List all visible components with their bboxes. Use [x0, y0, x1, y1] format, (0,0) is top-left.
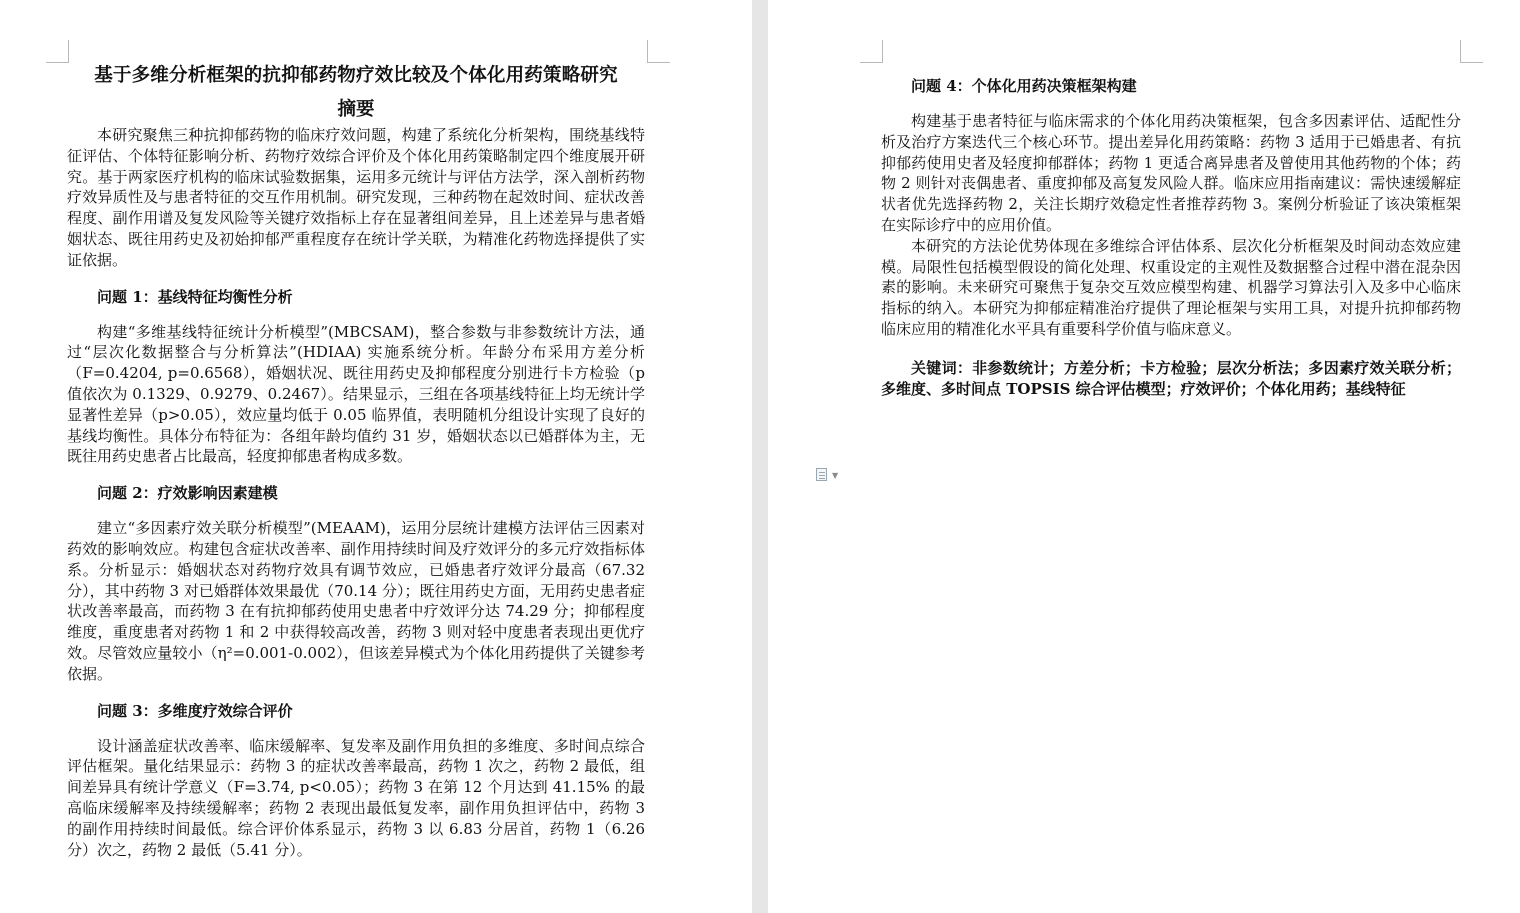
margin-corner-mark: [1460, 40, 1483, 63]
question-3-paragraph: 设计涵盖症状改善率、临床缓解率、复发率及副作用负担的多维度、多时间点综合评估框架。量化结果显示：药物 3 的症状改善率最高，药物 1 次之，药物 2 最低，组间差异具有统计学意义（F=3.74, p<0.05）；药物 3 在第 12 个月达到 41.15% 的最高临床缓解率及持续缓解率；药物 2 表现出最低复发率，副作用负担评估中，药物 3 的副作用持续时间最低。综合评价体系显示，药物 3 以 6.83 分居首，药物 1（6.26 分）次之，药物 2 最低（5.41 分）。: [67, 736, 645, 859]
document-title: 基于多维分析框架的抗抑郁药物疗效比较及个体化用药策略研究: [94, 65, 618, 86]
question-2-paragraph: 建立“多因素疗效关联分析模型”(MEAAM)，运用分层统计建模方法评估三因素对药效的影响效应。构建包含症状改善率、副作用持续时间及疗效评分的多元疗效指标体系。分析显示：婚姻状态对药物疗效具有调节效应，已婚患者疗效评分最高（67.32 分），其中药物 3 对已婚群体效果最优（70.14 分）；既往用药史方面，无用药史患者症状改善率最高，而药物 3 在有抗抑郁药使用史患者中疗效评分达 74.29 分；抑郁程度维度，重度患者对药物 1 和 2 中获得较高改善，药物 3 则对轻中度患者表现出更优疗效。尽管效应量较小（η²=0.001-0.002），但该差异模式为个体化用药提供了关键参考依据。: [67, 519, 645, 683]
page-1-content: [67, 63, 645, 860]
chevron-down-icon[interactable]: ▼: [832, 471, 839, 480]
question-3-heading: 问题 3：多维度疗效综合评价: [97, 701, 293, 720]
margin-corner-mark: [860, 40, 883, 63]
page-2: [768, 0, 1520, 913]
abstract-paragraph: 本研究聚焦三种抗抑郁药物的临床疗效问题，构建了系统化分析架构，围绕基线特征评估、个体特征影响分析、药物疗效综合评价及个体化用药策略制定四个维度展开研究。基于两家医疗机构的临床试验数据集，运用多元统计与评估方法学，深入剖析药物疗效异质性及与患者特征的交互作用机制。研究发现，三种药物在起效时间、症状改善程度、副作用谱及复发风险等关键疗效指标上存在显著组间差异，且上述差异与患者婚姻状态、既往用药史及初始抑郁严重程度存在统计学关联，为精准化药物选择提供了实证依据。: [67, 126, 645, 269]
margin-corner-mark: [46, 40, 69, 63]
page-2-content: [881, 60, 1461, 400]
abstract-heading: 摘要: [337, 99, 375, 120]
question-1-paragraph: 构建“多维基线特征统计分析模型”(MBCSAM)，整合参数与非参数统计方法，通过“层次化数据整合与分析算法”(HDIAA) 实施系统分析。年龄分布采用方差分析（F=0.4204, p=0.6568），婚姻状况、既往用药史及抑郁程度分别进行卡方检验（p值依次为 0.1329、0.9279、0.2467）。结果显示，三组在各项基线特征上均无统计学显著性差异（p>0.05），效应量均低于 0.05 临界值，表明随机分组设计实现了良好的基线均衡性。具体分布特征为：各组年龄均值约 31 岁，婚姻状态以已婚群体为主，无既往用药史患者占比最高，轻度抑郁患者构成多数。: [67, 322, 645, 466]
page-1: [0, 0, 752, 913]
question-4-paragraph: 构建基于患者特征与临床需求的个体化用药决策框架，包含多因素评估、适配性分析及治疗方案迭代三个核心环节。提出差异化用药策略：药物 3 适用于已婚患者、有抗抑郁药使用史者及轻度抑郁群体；药物 1 更适合离异患者及曾使用其他药物的个体；药物 2 则针对丧偶患者、重度抑郁及高复发风险人群。临床应用指南建议：需快速缓解症状者优先选择药物 2，关注长期疗效稳定性者推荐药物 3。案例分析验证了该决策框架在实际诊疗中的应用价值。: [881, 112, 1461, 234]
question-4-heading: 问题 4：个体化用药决策框架构建: [911, 77, 1137, 95]
question-2-heading: 问题 2：疗效影响因素建模: [97, 484, 278, 503]
methods-paragraph: 本研究的方法论优势体现在多维综合评估体系、层次化分析框架及时间动态效应建模。局限性包括模型假设的简化处理、权重设定的主观性及数据整合过程中潜在混杂因素的影响。未来研究可聚焦于复杂交互效应模型构建、机器学习算法引入及多中心临床指标的纳入。本研究为抑郁症精准治疗提供了理论框架与实用工具，对提升抗抑郁药物临床应用的精准化水平具有重要科学价值与临床意义。: [881, 236, 1461, 338]
question-1-heading: 问题 1：基线特征均衡性分析: [97, 287, 293, 306]
margin-corner-mark: [647, 40, 670, 63]
paste-options-icon[interactable]: [816, 468, 827, 481]
keywords-paragraph: 关键词：非参数统计；方差分析；卡方检验；层次分析法；多因素疗效关联分析；多维度、多时间点 TOPSIS 综合评估模型；疗效评价；个体化用药；基线特征: [881, 358, 1461, 398]
